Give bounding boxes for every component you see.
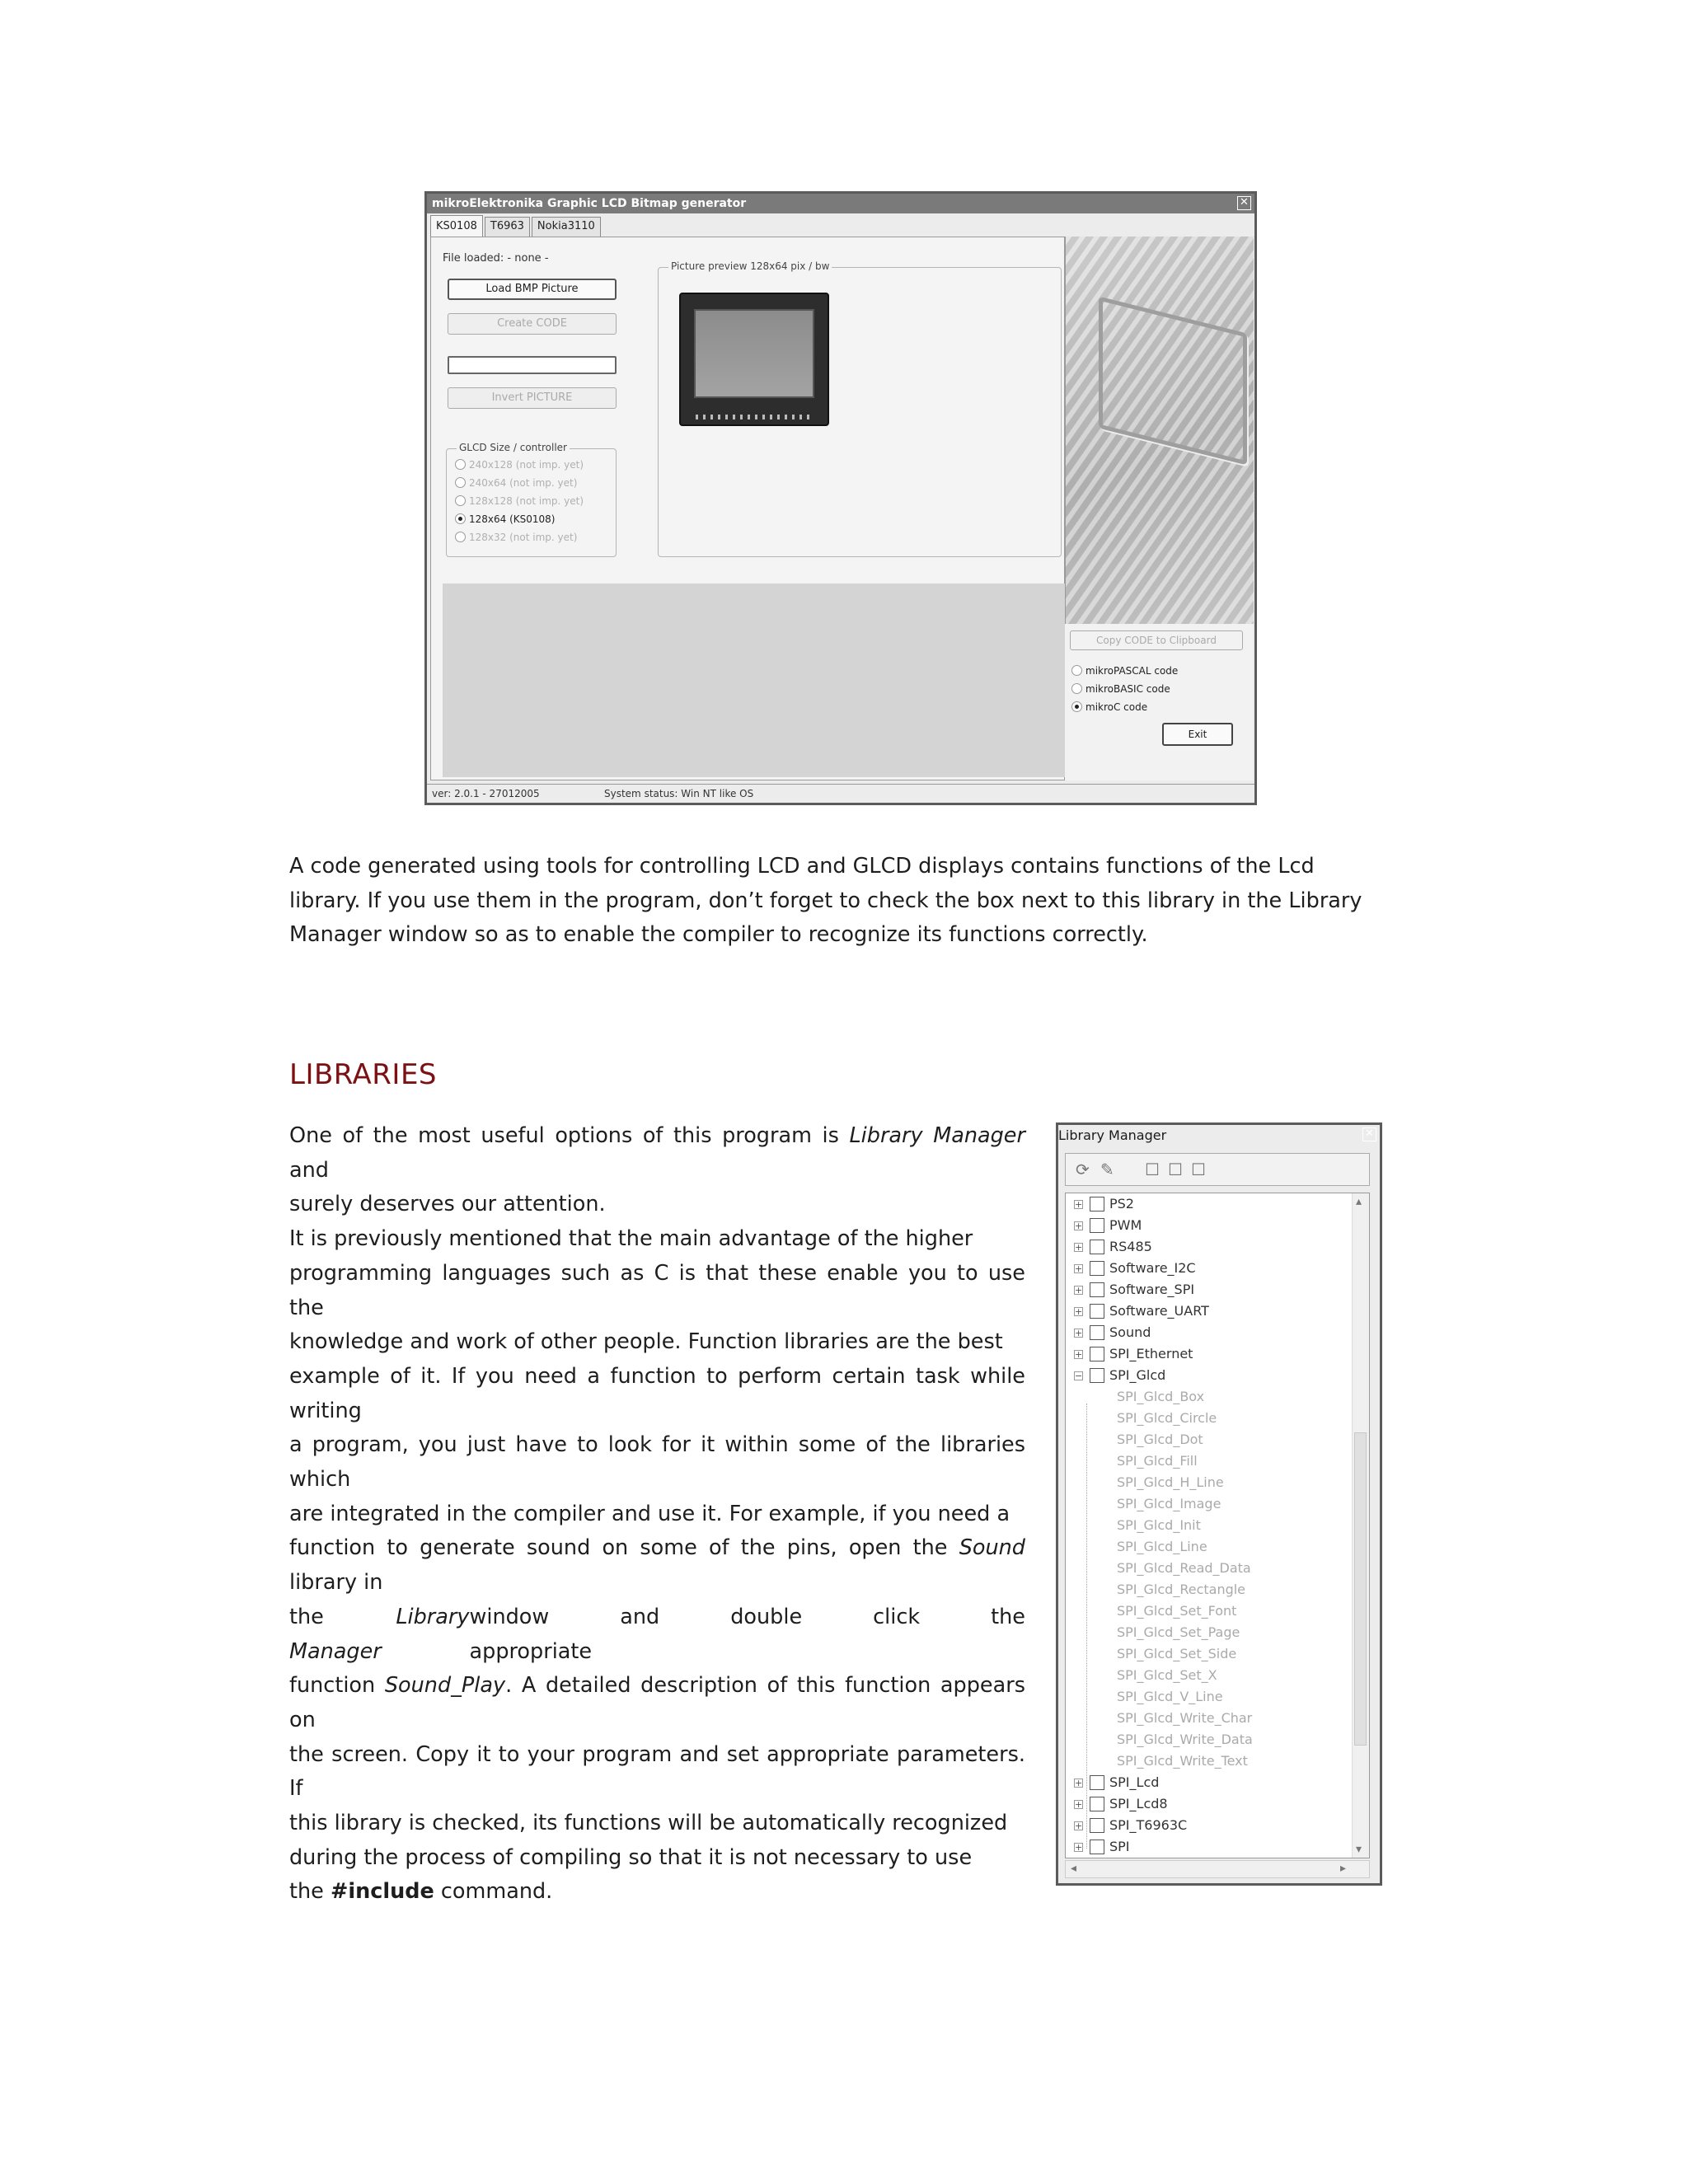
- lcd-pins: [696, 415, 811, 419]
- expand-icon[interactable]: +: [1075, 1349, 1083, 1360]
- horizontal-scrollbar[interactable]: [1065, 1860, 1370, 1878]
- tree-leaf[interactable]: SPI_Glcd_Read_Data: [1117, 1560, 1251, 1576]
- body-line: this library is checked, its functions will be automatically recognized: [289, 1811, 1008, 1836]
- tree-leaf[interactable]: SPI_Glcd_Set_Page: [1117, 1624, 1240, 1640]
- body-line: It is previously mentioned that the main advantage of the higher: [289, 1226, 973, 1252]
- picture-preview-label: Picture preview 128x64 pix / bw: [668, 260, 832, 272]
- body-line: example of it. If you need a function to perform certain task while writing: [289, 1363, 1025, 1423]
- checkbox[interactable]: [1090, 1261, 1104, 1276]
- status-bar: [427, 784, 1254, 803]
- expand-icon[interactable]: +: [1075, 1242, 1083, 1253]
- bitmap-window-titlebar: [427, 194, 1254, 213]
- collapse-icon[interactable]: −: [1075, 1371, 1083, 1381]
- body-line: function Sound_Play. A detailed description of this function appears on: [289, 1673, 1025, 1732]
- checkbox[interactable]: [1090, 1304, 1104, 1319]
- tree-node-pwm[interactable]: + PWM: [1075, 1217, 1142, 1233]
- tree-node-software-spi[interactable]: + Software_SPI: [1075, 1282, 1195, 1297]
- bitmap-window-title: mikroElektronika Graphic LCD Bitmap generator: [432, 197, 747, 210]
- expand-icon[interactable]: +: [1075, 1799, 1083, 1810]
- embossed-board-image: [1065, 237, 1254, 624]
- libraries-paragraph: [289, 1119, 1025, 1910]
- body-line: during the process of compiling so that it is not necessary to use: [289, 1844, 973, 1870]
- radio-icon: [1071, 683, 1082, 694]
- glcd-option-128x128[interactable]: 128x128 (not imp. yet): [455, 495, 584, 507]
- radio-selected-icon: [1071, 701, 1082, 712]
- glcd-option-128x32[interactable]: 128x32 (not imp. yet): [455, 532, 577, 543]
- glcd-option-240x128[interactable]: 240x128 (not imp. yet): [455, 459, 584, 471]
- uncheck-all-icon[interactable]: ☐: [1168, 1160, 1183, 1179]
- expand-icon[interactable]: +: [1075, 1778, 1083, 1788]
- radio-icon: [455, 495, 466, 506]
- refresh-icon[interactable]: ⟳: [1076, 1160, 1090, 1179]
- body-line: One of the most useful options of this program is Library Manager and: [289, 1123, 1025, 1183]
- checkbox[interactable]: [1090, 1840, 1104, 1854]
- create-code-button[interactable]: Create CODE: [448, 313, 617, 335]
- body-line: the screen. Copy it to your program and set appropriate parameters. If: [289, 1741, 1025, 1802]
- checkbox[interactable]: [1090, 1282, 1104, 1297]
- tree-node-spi-lcd[interactable]: + SPI_Lcd: [1075, 1774, 1160, 1790]
- tree-node-software-i2c[interactable]: + Software_I2C: [1075, 1260, 1196, 1276]
- scrollbar-thumb[interactable]: [1354, 1432, 1367, 1746]
- glcd-option-240x64[interactable]: 240x64 (not imp. yet): [455, 477, 577, 489]
- tree-node-software-uart[interactable]: + Software_UART: [1075, 1303, 1209, 1319]
- body-line: function to generate sound on some of the pins, open the Sound library in: [289, 1535, 1025, 1596]
- expand-icon[interactable]: +: [1075, 1842, 1083, 1853]
- restore-icon[interactable]: ☐: [1191, 1160, 1206, 1179]
- expand-icon[interactable]: +: [1075, 1328, 1083, 1338]
- expand-icon[interactable]: +: [1075, 1285, 1083, 1296]
- version-label: ver: 2.0.1 - 27012005: [432, 788, 540, 799]
- library-toolbar: [1065, 1153, 1370, 1186]
- radio-icon: [455, 459, 466, 470]
- load-bmp-button[interactable]: Load BMP Picture: [448, 279, 617, 300]
- library-manager-window: [1056, 1122, 1382, 1886]
- tree-leaf[interactable]: SPI_Glcd_Image: [1117, 1496, 1221, 1511]
- checkbox[interactable]: [1090, 1218, 1104, 1233]
- body-line: are integrated in the compiler and use it. For example, if you need a: [289, 1501, 1010, 1526]
- expand-icon[interactable]: +: [1075, 1199, 1083, 1210]
- code-output-controls: [1065, 624, 1253, 780]
- invert-picture-button[interactable]: Invert PICTURE: [448, 387, 617, 409]
- system-status-label: System status: Win NT like OS: [604, 788, 754, 799]
- tree-leaf[interactable]: SPI_Glcd_Fill: [1117, 1453, 1198, 1469]
- tree-leaf[interactable]: SPI_Glcd_Box: [1117, 1389, 1205, 1404]
- picture-preview-group: [658, 260, 1062, 557]
- tab-nokia3110[interactable]: Nokia3110: [532, 217, 601, 237]
- copy-code-button[interactable]: Copy CODE to Clipboard: [1070, 630, 1243, 650]
- radio-selected-icon: [455, 513, 466, 524]
- scroll-up-icon[interactable]: ▴: [1356, 1195, 1362, 1208]
- glcd-option-128x64[interactable]: 128x64 (KS0108): [455, 513, 555, 525]
- radio-icon: [1071, 665, 1082, 676]
- tree-leaf[interactable]: SPI_Glcd_Init: [1117, 1517, 1201, 1533]
- vertical-scrollbar[interactable]: [1352, 1193, 1369, 1858]
- tree-node-spi-t6963c[interactable]: + SPI_T6963C: [1075, 1817, 1188, 1833]
- checkbox[interactable]: [1090, 1818, 1104, 1833]
- mikropascal-option[interactable]: mikroPASCAL code: [1071, 665, 1178, 677]
- exit-button[interactable]: Exit: [1162, 723, 1233, 746]
- controller-tabs: [430, 217, 603, 237]
- progress-field: [448, 356, 617, 374]
- checkbox[interactable]: [1090, 1775, 1104, 1790]
- checkbox[interactable]: [1090, 1347, 1104, 1361]
- generated-code-area[interactable]: [443, 583, 1065, 777]
- lcd-screen: [694, 309, 814, 398]
- tree-leaf[interactable]: SPI_Glcd_Dot: [1117, 1432, 1203, 1447]
- tree-node-sound[interactable]: + Sound: [1075, 1324, 1151, 1340]
- lcd-preview-image: [679, 293, 829, 426]
- expand-icon[interactable]: +: [1075, 1306, 1083, 1317]
- section-heading: LIBRARIES: [289, 1058, 438, 1091]
- expand-icon[interactable]: +: [1075, 1263, 1083, 1274]
- tree-leaf[interactable]: SPI_Glcd_V_Line: [1117, 1689, 1223, 1704]
- expand-icon[interactable]: +: [1075, 1821, 1083, 1831]
- tree-leaf[interactable]: SPI_Glcd_Set_X: [1117, 1667, 1217, 1683]
- tree-node-spi-lcd8[interactable]: + SPI_Lcd8: [1075, 1796, 1168, 1811]
- body-line: surely deserves our attention.: [289, 1192, 606, 1217]
- mikroc-option[interactable]: mikroC code: [1071, 701, 1147, 713]
- radio-icon: [455, 477, 466, 488]
- edit-icon[interactable]: ✎: [1100, 1160, 1114, 1179]
- file-loaded-label: File loaded: - none -: [443, 252, 549, 265]
- tree-node-spi-ethernet[interactable]: + SPI_Ethernet: [1075, 1346, 1193, 1361]
- body-line: a program, you just have to look for it within some of the libraries which: [289, 1432, 1025, 1493]
- tree-leaf[interactable]: SPI_Glcd_Line: [1117, 1539, 1207, 1554]
- glcd-size-group: [446, 442, 617, 557]
- bitmap-generator-window: [424, 191, 1257, 805]
- tree-node-ps2[interactable]: + PS2: [1075, 1196, 1134, 1212]
- radio-icon: [455, 532, 466, 542]
- tab-t6963[interactable]: T6963: [485, 217, 530, 237]
- body-line: programming languages such as C is that these enable you to use the: [289, 1260, 1025, 1320]
- tree-leaf[interactable]: SPI_Glcd_H_Line: [1117, 1474, 1224, 1490]
- body-line: the #include command.: [289, 1879, 553, 1905]
- checkbox[interactable]: [1090, 1325, 1104, 1340]
- library-window-title: Library Manager: [1058, 1127, 1167, 1143]
- expand-icon[interactable]: +: [1075, 1221, 1083, 1231]
- tree-leaf[interactable]: SPI_Glcd_Write_Text: [1117, 1753, 1248, 1769]
- tree-leaf[interactable]: SPI_Glcd_Set_Font: [1117, 1603, 1237, 1619]
- library-tree: [1065, 1193, 1370, 1858]
- close-icon[interactable]: ✕: [1237, 196, 1251, 210]
- tree-leaf[interactable]: SPI_Glcd_Write_Data: [1117, 1732, 1253, 1747]
- scroll-down-icon[interactable]: ▾: [1356, 1843, 1362, 1856]
- checkbox[interactable]: [1090, 1797, 1104, 1811]
- tree-leaf[interactable]: SPI_Glcd_Circle: [1117, 1410, 1217, 1426]
- tree-node-spi[interactable]: + SPI: [1075, 1839, 1130, 1854]
- glcd-group-title: GLCD Size / controller: [457, 442, 570, 453]
- checkbox[interactable]: [1090, 1368, 1104, 1383]
- check-all-icon[interactable]: ☐: [1145, 1160, 1160, 1179]
- tree-node-spi-glcd[interactable]: − SPI_Glcd: [1075, 1367, 1166, 1383]
- checkbox[interactable]: [1090, 1197, 1104, 1212]
- tab-ks0108[interactable]: KS0108: [430, 215, 483, 237]
- mikrobasic-option[interactable]: mikroBASIC code: [1071, 683, 1170, 695]
- tree-leaf[interactable]: SPI_Glcd_Write_Char: [1117, 1710, 1253, 1726]
- body-line: the Library Manager window and double click the appropriate: [289, 1604, 1025, 1664]
- tree-node-rs485[interactable]: + RS485: [1075, 1239, 1152, 1254]
- body-line: knowledge and work of other people. Function libraries are the best: [289, 1329, 1003, 1355]
- checkbox[interactable]: [1090, 1240, 1104, 1254]
- library-window-titlebar: [1058, 1125, 1380, 1146]
- scroll-right-icon[interactable]: ▸: [1339, 1862, 1346, 1875]
- ks0108-panel: [430, 237, 1065, 780]
- embossed-lcd-outline: [1099, 297, 1247, 466]
- tree-leaf[interactable]: SPI_Glcd_Set_Side: [1117, 1646, 1237, 1661]
- intro-paragraph: A code generated using tools for controlling LCD and GLCD displays contains functions of the Lcd library. If you use them in the program, don’t forget to check the box next to this library in the Library Manager window so as to enable the compiler to recognize its functions correctly.: [289, 854, 1362, 948]
- scroll-left-icon[interactable]: ◂: [1071, 1862, 1077, 1875]
- tree-leaf[interactable]: SPI_Glcd_Rectangle: [1117, 1582, 1246, 1597]
- close-icon[interactable]: ✕: [1362, 1127, 1376, 1141]
